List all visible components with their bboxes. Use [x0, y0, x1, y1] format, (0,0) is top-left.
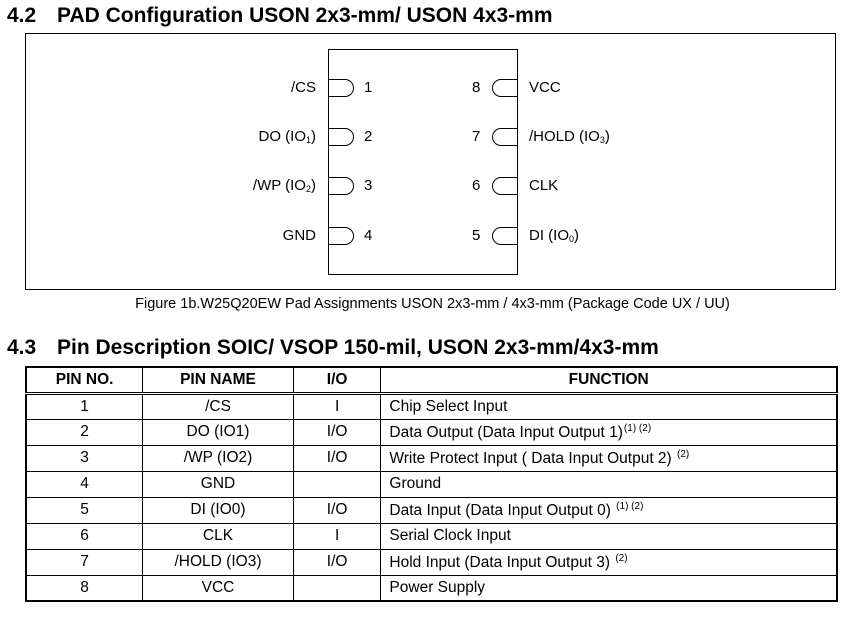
pin-name-cell — [143, 393, 294, 419]
function-cell-text: Chip Select Input — [389, 397, 508, 415]
table-row — [26, 419, 837, 445]
io-cell — [293, 471, 381, 497]
function-cell — [381, 393, 837, 419]
io-cell-text: I/O — [326, 449, 348, 466]
pin-number-cell — [26, 549, 143, 575]
section-number: 4.3 — [7, 336, 37, 359]
footnote-ref: (2) — [615, 552, 628, 564]
pad-1 — [328, 79, 354, 97]
pin-number-cell-text: 5 — [80, 501, 89, 518]
function-cell — [381, 445, 837, 471]
pin-number-cell-text: 4 — [80, 475, 89, 492]
function-cell-text: Data Output (Data Input Output 1) — [389, 423, 623, 441]
io-cell — [293, 523, 381, 549]
io-cell-text: I/O — [326, 553, 348, 570]
pin-name-cell — [143, 497, 294, 523]
pin-name-cell — [143, 575, 294, 601]
function-cell-text: Ground — [389, 475, 442, 492]
footnote-ref: (2) — [677, 448, 690, 460]
pin-label: /CS — [290, 79, 316, 96]
pin-number-cell-text: 8 — [80, 578, 89, 596]
header-function: FUNCTION — [381, 367, 837, 393]
io-cell-text: I/O — [326, 501, 348, 518]
io-cell-text: I — [334, 527, 340, 544]
function-cell-text: Serial Clock Input — [389, 527, 511, 544]
pin-label: DI $(IO_0)$ — [529, 227, 580, 244]
io-cell — [293, 575, 381, 601]
pin-number-cell — [26, 419, 143, 445]
function-cell — [381, 549, 837, 575]
io-cell — [293, 549, 381, 575]
table-row — [26, 445, 837, 471]
pin-number-cell — [26, 497, 143, 523]
pin-name-cell-text: DI (IO0) — [190, 501, 246, 518]
pin-number-cell — [26, 445, 143, 471]
function-cell — [381, 471, 837, 497]
pin-label: VCC — [529, 79, 561, 96]
pin-number: 2 — [364, 128, 373, 145]
header-pin-name: PIN NAME — [143, 367, 294, 393]
pad-7 — [492, 128, 518, 146]
io-cell — [293, 419, 381, 445]
pin-number-cell-text: 6 — [80, 527, 89, 544]
io-cell-text: I — [334, 397, 340, 415]
table-header-row — [26, 367, 837, 393]
pin-name-cell — [143, 419, 294, 445]
function-cell — [381, 523, 837, 549]
function-cell — [381, 575, 837, 601]
pin-name-cell — [143, 471, 294, 497]
section-title: PAD Configuration USON 2x3-mm/ USON 4x3-mm — [57, 4, 553, 27]
pin-name-cell-text: GND — [200, 475, 236, 492]
pin-name-cell-text: /CS — [205, 397, 231, 415]
function-cell-text: Hold Input (Data Input Output 3) — [389, 553, 615, 571]
io-cell-text: I/O — [326, 423, 348, 440]
io-cell — [293, 445, 381, 471]
pin-label: CLK — [529, 177, 559, 194]
pin-number: 4 — [364, 227, 373, 244]
pin-label: /HOLD $(IO_3)$ — [529, 128, 610, 145]
section-number: 4.2 — [7, 4, 37, 27]
footnote-ref: (1) (2) — [616, 500, 644, 512]
function-cell — [381, 497, 837, 523]
pin-number-cell — [26, 575, 143, 601]
function-cell-text: Power Supply — [389, 578, 486, 596]
io-cell — [293, 497, 381, 523]
table-row — [26, 549, 837, 575]
pin-name-cell-text: CLK — [202, 527, 234, 544]
pin-name-cell-text: /WP (IO2) — [183, 449, 253, 466]
pin-label: GND — [282, 227, 316, 244]
header-io: I/O — [293, 367, 381, 393]
section-heading-4-2 — [7, 4, 553, 28]
table-row — [26, 393, 837, 419]
pad-2 — [328, 128, 354, 146]
pin-number-cell-text: 1 — [80, 397, 89, 415]
footnote-ref: (1) (2) — [623, 422, 652, 434]
pad-8 — [492, 79, 518, 97]
pin-number-cell-text: 3 — [80, 449, 89, 466]
pin-name-cell — [143, 445, 294, 471]
header-pin-no: PIN NO. — [26, 367, 143, 393]
table-row — [26, 497, 837, 523]
function-cell — [381, 419, 837, 445]
pin-number-cell — [26, 523, 143, 549]
pin-number-cell-text: 2 — [80, 423, 89, 440]
section-title: Pin Description SOIC/ VSOP 150-mil, USON 2x3-mm/4x3-mm — [57, 336, 659, 359]
pad-3 — [328, 177, 354, 195]
figure-caption: Figure 1b.W25Q20EW Pad Assignments USON 2x3-mm / 4x3-mm (Package Code UX / UU) — [135, 296, 730, 312]
pin-number-cell — [26, 471, 143, 497]
pin-number: 1 — [364, 79, 373, 96]
pin-name-cell-text: DO (IO1) — [186, 423, 250, 440]
pin-description-table — [25, 366, 838, 602]
pad-4 — [328, 227, 354, 245]
function-cell-text: Write Protect Input ( Data Input Output 2) — [389, 449, 677, 467]
pin-number-cell — [26, 393, 143, 419]
pad-configuration-figure — [25, 33, 836, 290]
pin-number-cell-text: 7 — [80, 553, 89, 570]
pin-name-cell — [143, 549, 294, 575]
pin-number: 7 — [472, 128, 481, 145]
chip-outline — [328, 49, 518, 275]
pin-number: 3 — [364, 177, 373, 194]
pad-6 — [492, 177, 518, 195]
pin-label: /WP $(IO_2)$ — [252, 177, 316, 194]
section-heading-4-3 — [7, 336, 659, 360]
pin-number: 5 — [472, 227, 481, 244]
table-row — [26, 523, 837, 549]
io-cell — [293, 393, 381, 419]
pin-number: 8 — [472, 79, 481, 96]
pin-name-cell — [143, 523, 294, 549]
pad-5 — [492, 227, 518, 245]
table-row — [26, 471, 837, 497]
pin-number: 6 — [472, 177, 481, 194]
function-cell-text: Data Input (Data Input Output 0) — [389, 501, 616, 519]
pin-name-cell-text: /HOLD (IO3) — [174, 553, 262, 570]
pin-label: DO $(IO_1)$ — [258, 128, 316, 145]
table-row — [26, 575, 837, 601]
pin-name-cell-text: VCC — [201, 578, 235, 596]
